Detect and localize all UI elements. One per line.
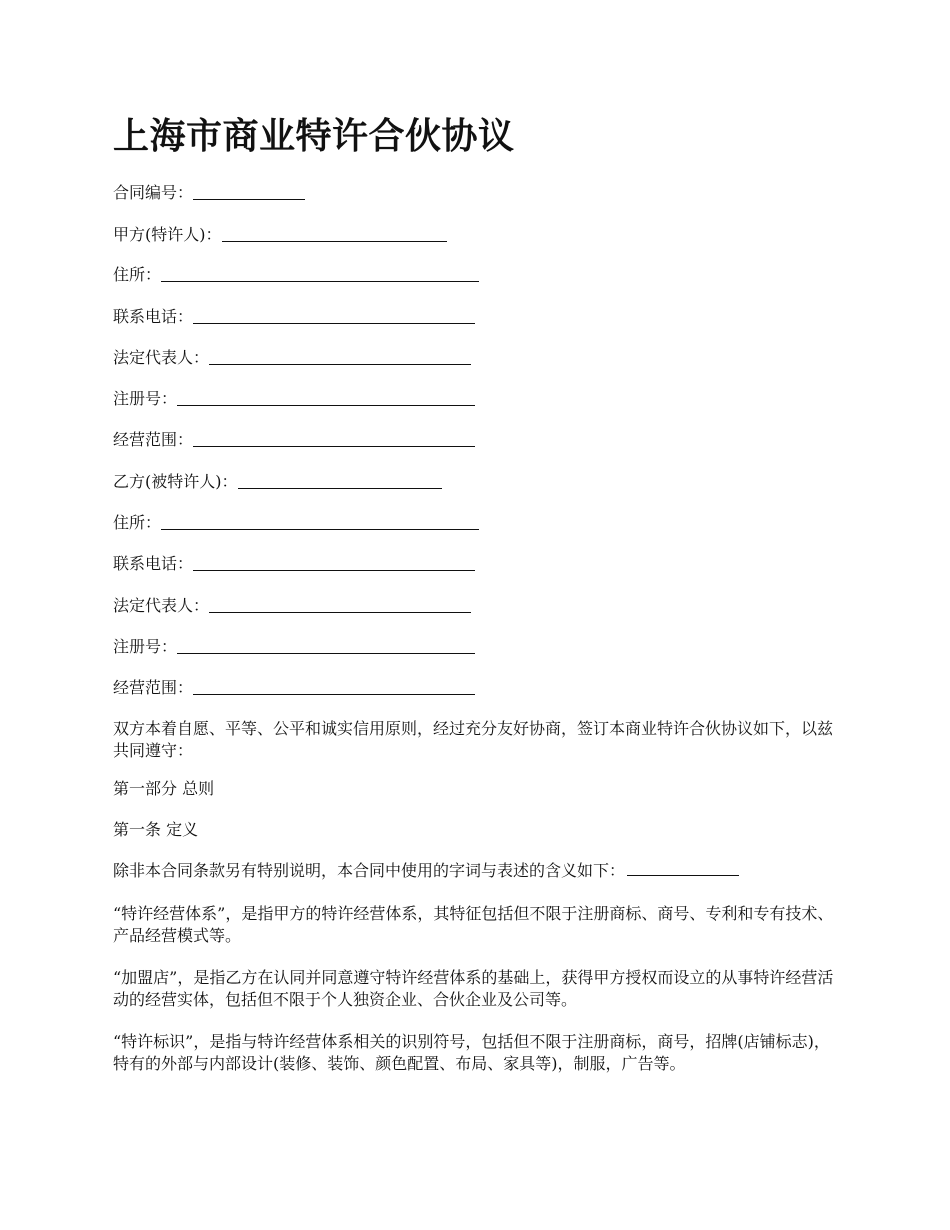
field-label: 住所：	[113, 513, 162, 532]
fill-blank	[193, 445, 475, 447]
preamble-paragraph: 双方本着自愿、平等、公平和诚实信用原则，经过充分友好协商，签订本商业特许合伙协议如下，以兹共同遵守：	[113, 719, 834, 760]
field-party-a-phone	[113, 304, 475, 328]
fill-blank	[177, 652, 475, 654]
fill-blank	[161, 528, 479, 530]
definition-store: “加盟店”，是指乙方在认同并同意遵守特许经营体系的基础上，获得甲方授权而设立的从事特许经营活动的经营实体，包括但不限于个人独资企业、合伙企业及公司等。	[113, 968, 834, 1009]
field-label: 法定代表人：	[113, 348, 210, 367]
fill-blank	[222, 240, 447, 242]
document-title: 上海市商业特许合伙协议	[113, 115, 515, 157]
definition-intro	[113, 860, 739, 882]
field-label: 联系电话：	[113, 554, 194, 573]
field-label: 住所：	[113, 265, 162, 284]
field-label: 甲方(特许人)：	[113, 225, 222, 244]
field-party-b-phone	[113, 551, 475, 575]
field-party-b-scope	[113, 675, 475, 699]
field-label: 合同编号：	[113, 183, 194, 202]
field-party-a-address	[113, 262, 479, 286]
field-party-b	[113, 469, 442, 493]
fill-blank	[177, 404, 475, 406]
field-label: 注册号：	[113, 389, 178, 408]
field-label: 联系电话：	[113, 307, 194, 326]
fill-blank	[238, 487, 442, 489]
fill-blank	[193, 569, 475, 571]
field-label: 经营范围：	[113, 678, 194, 697]
part-heading: 第一部分 总则	[113, 779, 215, 798]
fill-blank	[209, 363, 471, 365]
definition-system: “特许经营体系”，是指甲方的特许经营体系，其特征包括但不限于注册商标、商号、专利和专有技术、产品经营模式等。	[113, 904, 834, 945]
field-party-a-rep	[113, 345, 471, 369]
field-label: 法定代表人：	[113, 596, 210, 615]
field-party-a	[113, 222, 447, 246]
field-label: 注册号：	[113, 637, 178, 656]
field-party-b-address	[113, 510, 479, 534]
fill-blank	[193, 693, 475, 695]
fill-blank	[193, 198, 305, 200]
field-label: 经营范围：	[113, 430, 194, 449]
field-party-a-reg	[113, 386, 475, 410]
field-party-b-rep	[113, 593, 471, 617]
fill-blank	[627, 874, 739, 876]
field-party-b-reg	[113, 634, 475, 658]
article-heading: 第一条 定义	[113, 820, 199, 839]
definition-intro-text: 除非本合同条款另有特别说明，本合同中使用的字词与表述的含义如下：	[113, 861, 626, 880]
fill-blank	[161, 280, 479, 282]
fill-blank	[209, 611, 471, 613]
fill-blank	[193, 322, 475, 324]
field-contract-no	[113, 180, 305, 204]
field-label: 乙方(被特许人)：	[113, 472, 238, 491]
definition-mark: “特许标识”，是指与特许经营体系相关的识别符号，包括但不限于注册商标，商号，招牌(店铺标志)，特有的外部与内部设计(装修、装饰、颜色配置、布局、家具等)，制服，广告等。	[113, 1032, 830, 1073]
field-party-a-scope	[113, 427, 475, 451]
